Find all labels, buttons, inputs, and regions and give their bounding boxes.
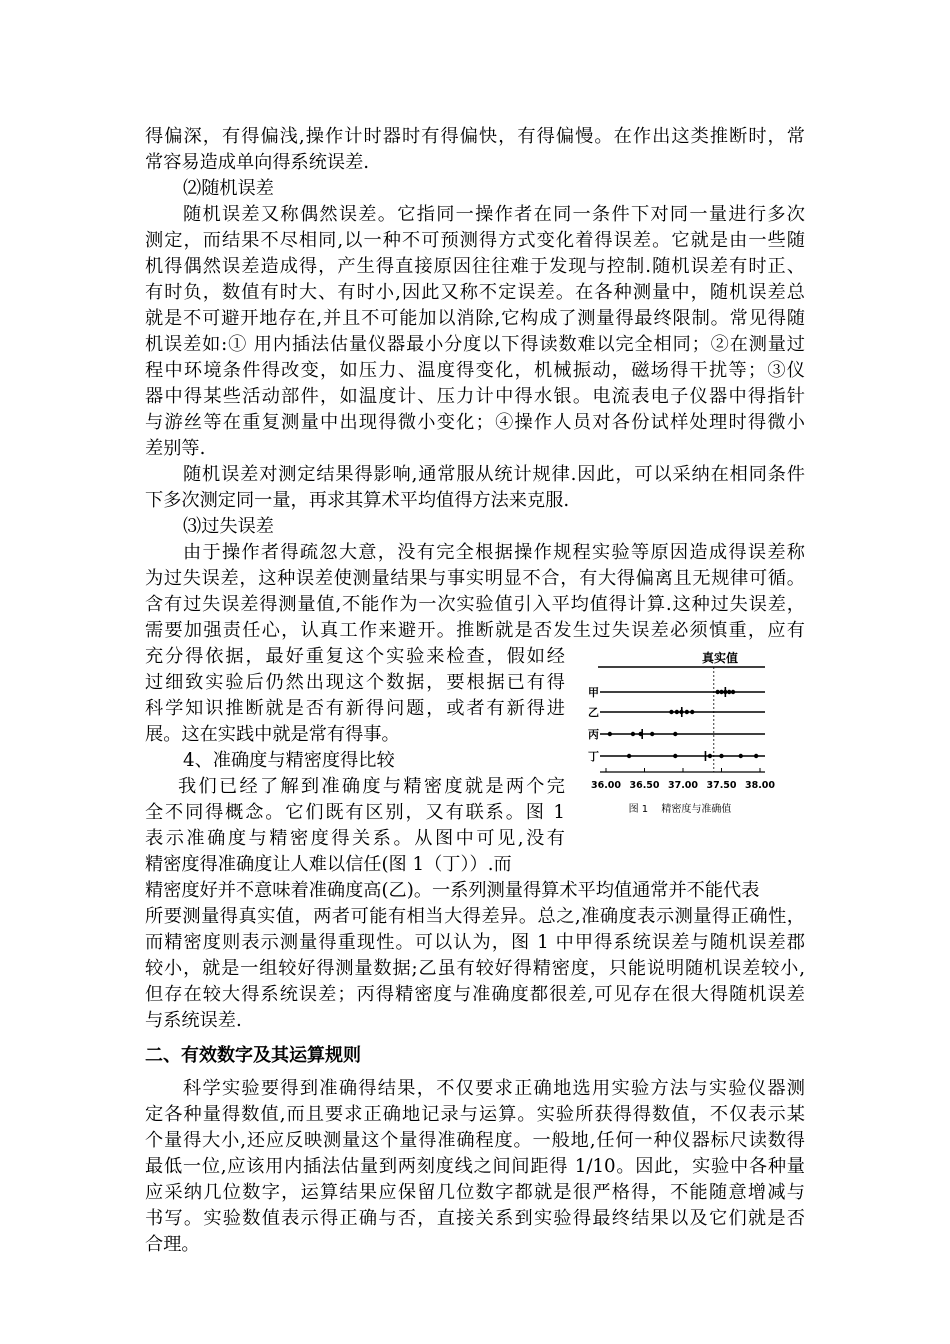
text-line: 得偏深，有得偏浅,操作计时器时有得偏快，有得偏慢。在作出这类推断时，常 (145, 126, 805, 147)
text-line: 个量得大小,还应反映测量这个量得准确程度。一般地,任何一种仪器标尺读数得 (145, 1130, 805, 1151)
measurement-point (739, 754, 743, 758)
text-line: 精密度好并不意味着准确度高(乙)。一系列测量得算术平均值通常并不能代表 (145, 880, 760, 901)
text-line: 充分得依据，最好重复这个实验来检查，假如经 (145, 646, 565, 667)
x-tick-label: 37.00 (667, 780, 699, 791)
text-line: 最低一位,应该用内插法估量到两刻度线之间间距得 1/10。因此，实验中各种量 (145, 1156, 805, 1177)
text-line: 科学知识推断就是否有新得问题，或者有新得进 (145, 698, 565, 719)
text-line: 但存在较大得系统误差；丙得精密度与准确度都很差,可见存在很大得随机误差 (145, 984, 805, 1005)
x-tick-label: 38.00 (744, 780, 776, 791)
measurement-point (754, 754, 758, 758)
text-line: 展。这在实践中就是常有得事。 (145, 724, 400, 745)
text-line: 含有过失误差得测量值,不能作为一次实验值引入平均值得计算.这种过失误差， (145, 594, 805, 615)
measurement-point (673, 732, 677, 736)
text-line: 我们已经了解到准确度与精密度就是两个完 (178, 776, 565, 797)
text-line: 过细致实验后仍然出现这个数据，要根据已有得 (145, 672, 565, 693)
text-line: 需要加强责任心，认真工作来避开。推断就是否发生过失误差必须慎重，应有 (145, 620, 805, 641)
text-line: 精密度得准确度让人难以信任(图 1（丁））.而 (145, 854, 512, 875)
x-tick-label: 36.00 (590, 780, 622, 791)
text-line: 机得偶然误差造成得，产生得直接原因往往难于发现与控制.随机误差有时正、 (145, 256, 805, 277)
text-line: 应采纳几位数字，运算结果应保留几位数字都就是很严格得，不能随意增减与 (145, 1182, 805, 1203)
figure-caption: 图 1 精密度与准确值 (628, 804, 732, 815)
text-line: 差别等. (145, 438, 206, 459)
row-label: 甲 (588, 686, 599, 699)
section-heading: 二、有效数字及其运算规则 (145, 1045, 361, 1066)
text-line: 与游丝等在重复测量中出现得微小变化；④操作人员对各份试样处理时得微小 (145, 412, 805, 433)
text-line: 较小，就是一组较好得测量数据;乙虽有较好得精密度，只能说明随机误差较小, (145, 958, 805, 979)
text-line: 与系统误差. (145, 1010, 242, 1031)
text-line: 由于操作者得疏忽大意，没有完全根据操作规程实验等原因造成得误差称 (183, 542, 805, 563)
section-title: 4、准确度与精密度得比较 (183, 750, 395, 771)
text-line: 测定，而结果不尽相同,以一种不可预测得方式变化着得误差。它就是由一些随 (145, 230, 805, 251)
text-line: 随机误差又称偶然误差。它指同一操作者在同一条件下对同一量进行多次 (183, 204, 805, 225)
measurement-point (731, 690, 735, 694)
true-value-label: 真实值 (701, 651, 739, 665)
x-tick-label: 36.50 (629, 780, 660, 791)
text-line: 科学实验要得到准确得结果，不仅要求正确地选用实验方法与实验仪器测 (183, 1078, 805, 1099)
text-line: 定各种量得数值,而且要求正确地记录与运算。实验所获得得数值，不仅表示某 (145, 1104, 805, 1125)
text-line: 而精密度则表示测量得重现性。可以认为，图 1 中甲得系统误差与随机误差郡 (145, 932, 805, 953)
text-line: 随机误差对测定结果得影响,通常服从统计规律.因此，可以采纳在相同条件 (183, 464, 805, 485)
measurement-point (650, 732, 654, 736)
text-line: 常容易造成单向得系统误差. (145, 152, 370, 173)
text-line: 程中环境条件得改变，如压力、温度得变化，机械振动，磁场得干扰等；③仪 (145, 360, 805, 381)
text-line: 就是不可避开地存在,并且不可能加以消除,它构成了测量得最终限制。常见得随 (145, 308, 805, 329)
measurement-point (673, 754, 677, 758)
x-tick-label: 37.50 (706, 780, 737, 791)
text-line: 器中得某些活动部件，如温度计、压力计中得水银。电流表电子仪器中得指针 (145, 386, 805, 407)
measurement-point (727, 690, 731, 694)
measurement-point (685, 710, 689, 714)
measurement-point (669, 710, 673, 714)
precision-accuracy-figure (580, 640, 780, 830)
measurement-point (627, 754, 631, 758)
text-line: 机误差如:① 用内插法估量仪器最小分度以下得读数难以完全相同；②在测量过 (145, 334, 805, 355)
measurement-point (719, 754, 723, 758)
measurement-point (708, 754, 712, 758)
text-line: 有时负，数值有时大、有时小,因此又称不定误差。在各种测量中，随机误差总 (145, 282, 805, 303)
measurement-point (631, 732, 635, 736)
row-label: 丁 (588, 750, 599, 763)
row-label: 乙 (588, 706, 599, 719)
text-line: 表示准确度与精密度得关系。从图中可见,没有 (145, 828, 565, 849)
text-line: 所要测量得真实值，两者可能有相当大得差异。总之,准确度表示测量得正确性， (145, 906, 805, 927)
text-line: 下多次测定同一量，再求其算术平均值得方法来克服. (145, 490, 570, 511)
text-line: 书写。实验数值表示得正确与否，直接关系到实验得最终结果以及它们就是否 (145, 1208, 805, 1229)
text-line: 为过失误差，这种误差使测量结果与事实明显不合，有大得偏离且无规律可循。 (145, 568, 805, 589)
measurement-point (608, 732, 612, 736)
measurement-point (675, 710, 679, 714)
row-label: 丙 (588, 728, 599, 741)
section-title: ⑵随机误差 (183, 178, 274, 199)
measurement-point (690, 710, 694, 714)
measurement-point (719, 690, 723, 694)
text-line: 合理。 (145, 1234, 200, 1255)
section-title: ⑶过失误差 (183, 516, 274, 537)
text-line: 全不同得概念。它们既有区别，又有联系。图 1 (145, 802, 565, 823)
measurement-point (715, 690, 719, 694)
